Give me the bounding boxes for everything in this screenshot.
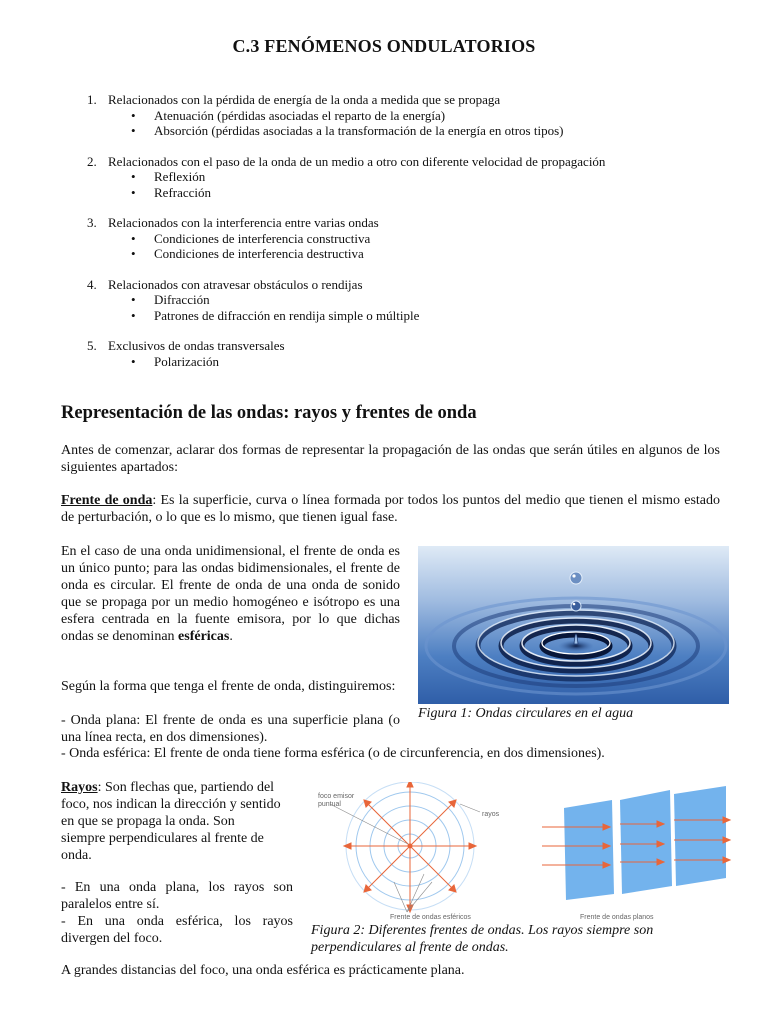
figure2-caption: Figura 2: Diferentes frentes de ondas. Los rayos siempre son perpendiculares al frente de ondas.	[311, 923, 654, 955]
label-frente-plano: Frente de ondas planos	[580, 914, 654, 921]
bullet-item: • Condiciones de interferencia destructiva	[87, 246, 737, 262]
rays-plane-item: - En una onda plana, los rayos son paralelos entre sí.	[61, 880, 293, 912]
item-number: 3.	[87, 215, 97, 230]
phenomena-list	[87, 92, 737, 384]
cases-text: En el caso de una onda unidimensional, el frente de onda es un único punto; para las ondas bidimensionales, el frente de onda es circular. El frente de onda de una onda de sonido que se propaga por un medio homogéneo e isótropo es una esfera centrada en la fuente emisora, por lo que dichas ondas se denominan	[61, 544, 400, 644]
section-heading: Representación de las ondas: rayos y frentes de onda	[61, 403, 477, 423]
bullet-item: • Refracción	[87, 185, 737, 201]
spherical-term: esféricas	[178, 629, 230, 644]
bullet-item: • Condiciones de interferencia constructiva	[87, 231, 737, 247]
rays-spherical-item: - En una onda esférica, los rayos divergen del foco.	[61, 914, 293, 946]
item-text: Relacionados con la pérdida de energía de la onda a medida que se propaga	[108, 92, 501, 107]
label-rayos: rayos	[482, 811, 500, 818]
water-ripple-photo	[418, 546, 729, 704]
rays-term: Rayos	[61, 780, 98, 795]
item-number: 4.	[87, 276, 97, 292]
wavefront-cases-paragraph	[61, 543, 400, 645]
bullet-item: • Atenuación (pérdidas asociadas el reparto de la energía)	[87, 108, 737, 124]
item-number: 2.	[87, 153, 97, 169]
rays-definition	[61, 779, 281, 864]
list-item	[87, 92, 737, 139]
wavefronts-diagram	[312, 782, 732, 924]
bullet-item: • Absorción (pérdidas asociadas a la transformación de la energía en otros tipos)	[87, 123, 737, 139]
wavefront-term: Frente de onda	[61, 493, 153, 508]
list-item	[87, 154, 737, 201]
label-puntual: puntual	[318, 801, 341, 808]
classification-intro: Según la forma que tenga el frente de onda, distinguiremos:	[61, 679, 396, 694]
bullet-item: • Difracción	[87, 292, 737, 308]
cases-end: .	[229, 629, 233, 644]
water-ripple-image	[418, 546, 729, 704]
plane-wave-item: - Onda plana: El frente de onda es una superficie plana (o una línea recta, en dos dimensiones).	[61, 713, 400, 745]
intro-paragraph: Antes de comenzar, aclarar dos formas de representar la propagación de las ondas que serán útiles en algunos de los siguientes apartados:	[61, 443, 720, 475]
item-text: Relacionados con el paso de la onda de un medio a otro con diferente velocidad de propagación	[108, 153, 606, 169]
spherical-wave-item: - Onda esférica: El frente de onda tiene forma esférica (o de circunferencia, en dos dimensiones).	[61, 746, 605, 761]
item-number: 1.	[87, 92, 97, 107]
bullet-item: • Reflexión	[87, 169, 737, 185]
label-foco: foco emisor	[318, 793, 355, 800]
figure1-caption: Figura 1: Ondas circulares en el agua	[418, 706, 634, 721]
page-title: C.3 FENÓMENOS ONDULATORIOS	[232, 36, 536, 56]
wavefront-text: : Es la superficie, curva o línea formada por todos los puntos del medio que tienen el mismo estado de perturbación, o lo que es lo mismo, que tienen igual fase.	[61, 493, 720, 525]
conclusion-paragraph: A grandes distancias del foco, una onda esférica es prácticamente plana.	[61, 963, 465, 978]
list-item	[87, 338, 737, 369]
wavefront-definition	[61, 492, 720, 526]
list-item	[87, 277, 737, 324]
bullet-item: • Polarización	[87, 354, 737, 370]
plane-wavefronts	[564, 786, 726, 900]
item-text: Relacionados con atravesar obstáculos o rendijas	[108, 276, 363, 292]
item-text: Exclusivos de ondas transversales	[108, 338, 285, 353]
bullet-item: • Patrones de difracción en rendija simple o múltiple	[87, 308, 737, 324]
rays-text: : Son flechas que, partiendo del foco, nos indican la dirección y sentido en que se propaga la onda. Son siempre perpendiculares al frente de onda.	[61, 780, 281, 863]
item-text: Relacionados con la interferencia entre varias ondas	[108, 215, 379, 230]
item-number: 5.	[87, 338, 97, 353]
list-item	[87, 215, 737, 262]
wavefronts-svg	[312, 782, 732, 924]
label-frente-esferico: Frente de ondas esféricos	[390, 914, 471, 921]
